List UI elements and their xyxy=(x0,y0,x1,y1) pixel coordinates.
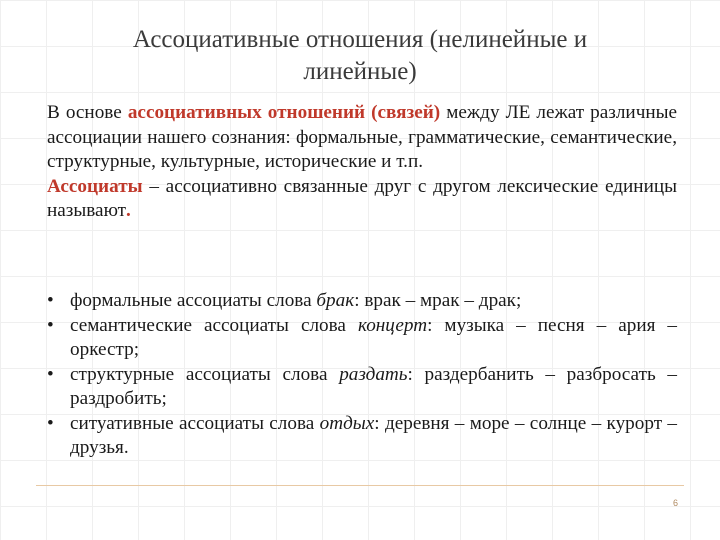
list-item-pre: структурные ассоциаты слова xyxy=(70,363,340,385)
paragraph-basis-post: между ЛЕ лежат различные ассоциации нашего сознания: формальные, грамматические, семантические, структурные, культурные, исторические и т.п. xyxy=(47,102,678,172)
footer-divider xyxy=(36,485,684,486)
list-item-post: : раздербанить – разбросать – раздробить; xyxy=(70,363,677,409)
list-item-post: : деревня – море – солнце – курорт – друзья. xyxy=(70,412,678,458)
paragraph-basis xyxy=(47,101,677,175)
list-item xyxy=(47,363,677,412)
bullet-icon: • xyxy=(47,363,54,385)
page-number: 6 xyxy=(672,498,678,508)
body-text xyxy=(47,101,677,224)
paragraph-definition xyxy=(47,175,677,224)
list-item-pre: семантические ассоциаты слова xyxy=(70,314,358,336)
definition-dot: . xyxy=(126,200,131,221)
list-item xyxy=(47,314,677,363)
term-associates: Ассоциаты xyxy=(47,175,143,197)
bullet-icon: • xyxy=(47,314,54,336)
paragraph-basis-pre: В основе xyxy=(47,102,122,123)
bullet-icon: • xyxy=(47,412,54,434)
bullet-icon: • xyxy=(47,290,54,311)
list-item xyxy=(47,412,677,461)
term-associative-relations: ассоциативных отношений (связей) xyxy=(127,102,441,123)
example-word: брак xyxy=(316,290,355,311)
slide-title: Ассоциативные отношения (нелинейные и линейные) xyxy=(132,26,588,85)
example-word: раздать xyxy=(339,363,408,385)
list-item-post: : музыка – песня – ария – оркестр; xyxy=(70,314,678,360)
example-word: отдых xyxy=(319,412,375,434)
associates-list xyxy=(47,289,677,461)
list-item-pre: формальные ассоциаты слова xyxy=(70,290,317,311)
list-item-pre: ситуативные ассоциаты слова xyxy=(70,412,320,434)
list-item xyxy=(47,289,677,314)
list-item-post: : врак – мрак – драк; xyxy=(354,290,522,311)
example-word: концерт xyxy=(357,314,428,336)
paragraph-definition-post: – ассоциативно связанные друг с другом лексические единицы называют xyxy=(47,175,678,221)
